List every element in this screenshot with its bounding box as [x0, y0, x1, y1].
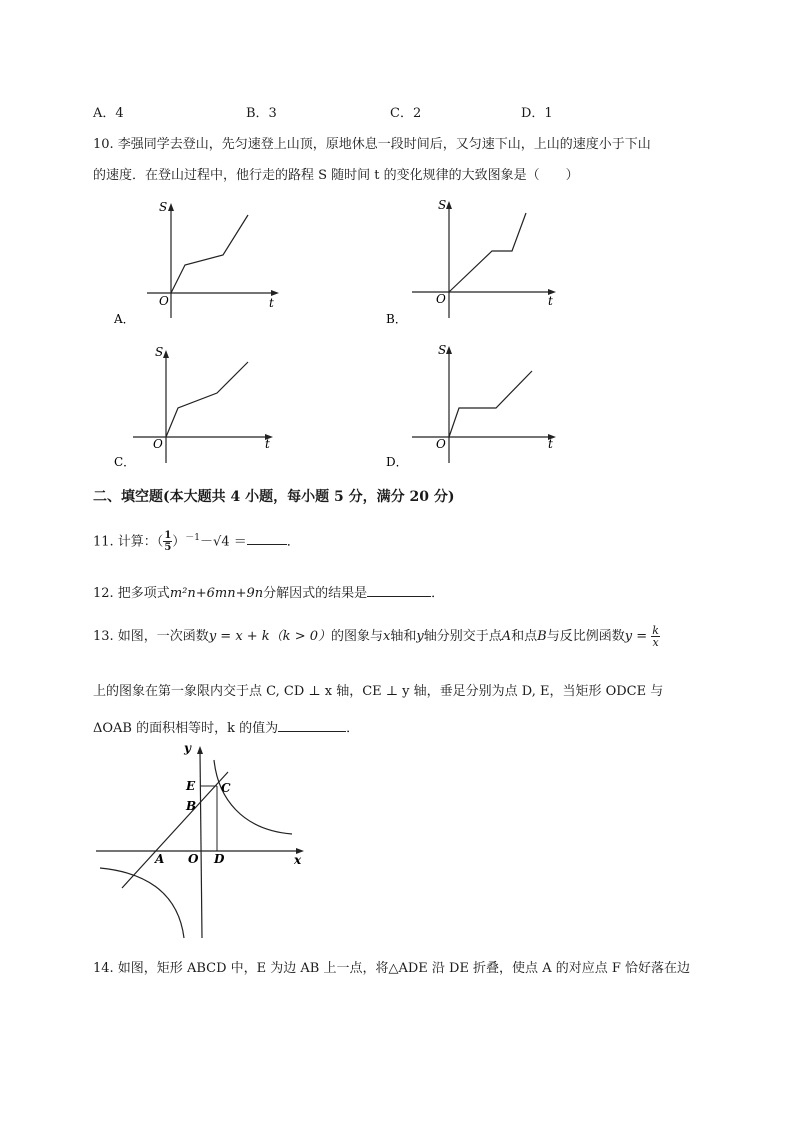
answer-blank [367, 584, 431, 597]
question-12: 12. 把多项式m²n+6mn+9n分解因式的结果是 ． [93, 586, 445, 601]
svg-text:x: x [294, 853, 302, 867]
question-10-line2: 的速度．在登山过程中，他行走的路程 S 随时间 t 的变化规律的大致图象是（ ） [93, 168, 579, 183]
option-a: A．4 [93, 106, 124, 121]
question-13-line1: 13. 如图，一次函数y = x + k（k > 0）的图象与x轴和y轴分别交于点A和点B与反比例函数y = $\frac{k}{x}$ [93, 624, 659, 649]
graph-option-a [105, 195, 295, 330]
graph-option-b [380, 195, 570, 330]
svg-text:B: B [186, 799, 197, 813]
svg-text:t: t [548, 294, 553, 308]
graph-option-c [105, 338, 295, 473]
section-title: 二、填空题(本大题共 4 小题，每小题 5 分，满分 20 分) [93, 489, 455, 505]
question-10-line1: 10. 李强同学去登山，先匀速登上山顶，原地休息一段时间后，又匀速下山，上山的速度小于下山 [93, 137, 651, 152]
question-13-line2: 上的图象在第一象限内交于点 C, CD ⊥ x 轴，CE ⊥ y 轴，垂足分别为点 D, E，当矩形 ODCE 与 [93, 684, 664, 699]
svg-text:S: S [155, 345, 164, 359]
svg-text:O: O [188, 852, 199, 866]
svg-text:t: t [548, 437, 553, 451]
svg-text:O: O [153, 437, 163, 451]
question-13-line3: ΔOAB 的面积相等时，k 的值为 ． [93, 721, 360, 736]
origin-label: O [159, 294, 169, 308]
svg-text:C: C [221, 781, 231, 795]
svg-text:C．: C． [114, 455, 136, 469]
svg-text:S: S [438, 198, 447, 212]
svg-text:t: t [265, 437, 270, 451]
option-label: A． [114, 312, 135, 326]
graph-option-d [380, 338, 570, 473]
svg-text:D: D [214, 852, 225, 866]
axis-s-label: S [159, 200, 168, 214]
question-14-line1: 14. 如图，矩形 ABCD 中，E 为边 AB 上一点，将△ADE 沿 DE 折叠，使点 A 的对应点 F 恰好落在边 [93, 961, 690, 976]
axis-t-label: t [269, 296, 274, 310]
svg-text:O: O [436, 437, 446, 451]
answer-blank [247, 532, 287, 545]
q13-figure [92, 738, 312, 943]
svg-text:S: S [438, 343, 447, 357]
answer-blank [278, 719, 346, 732]
option-d: D．1 [521, 106, 553, 121]
svg-text:D．: D． [386, 455, 408, 469]
svg-text:y: y [184, 741, 191, 755]
option-c: C．2 [390, 106, 422, 121]
option-b: B．3 [246, 106, 277, 121]
svg-text:A: A [155, 852, 165, 866]
svg-text:E: E [186, 779, 196, 793]
svg-text:B．: B． [386, 312, 407, 326]
svg-text:O: O [436, 292, 446, 306]
question-11: 11. 计算：（ $\frac{1}{5}$ ）$^{-1}$－√4 ＝ ． [93, 530, 300, 554]
